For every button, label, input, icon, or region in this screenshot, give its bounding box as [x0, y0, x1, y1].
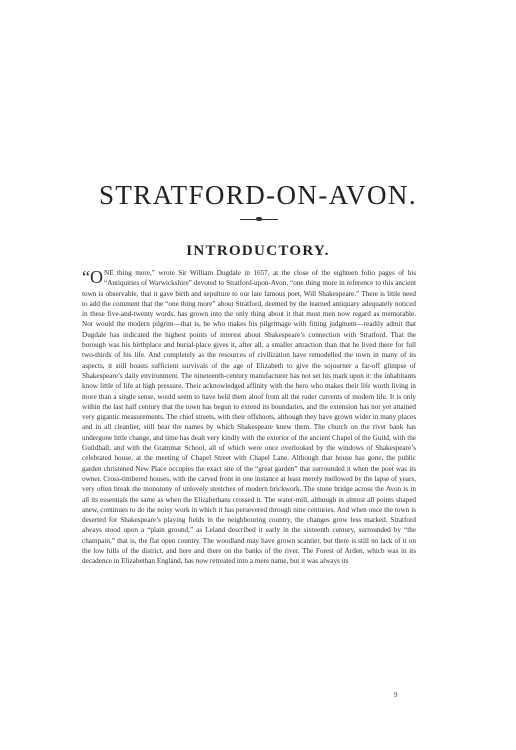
section-heading: INTRODUCTORY.: [186, 243, 330, 259]
page-title: STRATFORD-ON-AVON.: [99, 180, 417, 210]
drop-cap: “O: [82, 267, 103, 287]
title-ornament: [240, 217, 278, 221]
body-paragraph: [82, 268, 416, 567]
ornament-dot: [256, 217, 262, 221]
page-number: 9: [394, 691, 398, 699]
body-text: NE thing more,” wrote Sir William Dugdale in 1657, at the close of the eighteen folio pages of his “Antiquities of Warwickshire” devoted to Stratford-upon-Avon, “one thing more in reference to this ancient town is observable, that it gave birth and sepulture to our late famous poet, Will Shakespeare.” There is little need to add the comment that the “one thing more” about Stratford, deemed by the learned antiquary adequately noticed in these five-and-twenty words, has grown into the only thing about it that most men now regard as memorable. Nor would the modern pilgrim—that is, he who makes his pilgrimage with fitting judgment—readily admit that Dugdale has indicated the highest points of interest about Shakespeare’s connection with Stratford. That the borough was his birthplace and burial-place gives it, after all, a smaller attraction than that he lived there for full two-thirds of his life. And completely as the resources of civilization have remodelled the town in many of its aspects, it still boasts sufficient survivals of the age of Elizabeth to give the sojourner a far-off glimpse of Shakespeare’s daily environment. The nineteenth-century manufacturer has not set his mark upon it: the inhabitants know little of life at high pressure. Their acknowledged affinity with the hero who makes their life worth living in more than a single sense, would seem to have held them aloof from all the ruder currents of modern life. It is only within the last half century that the town has begun to extend its boundaries, and the extension has not yet attained very gigantic measurements. The chief streets, with their offshoots, although they have grown wider in many places and in all cleanlier, still bear the names by which Shakespeare knew them. The church on the river bank has undergone little change, and time has dealt very kindly with the exterior of the ancient Chapel of the Guild, with the Guildhall, and with the Grammar School, all of which were once overlooked by the windows of Shakespeare’s celebrated house, at the meeting of Chapel Street with Chapel Lane. Although that house has gone, the public garden christened New Place occupies the exact site of the “great garden” that surrounded it when the poet was its owner. Cross-timbered houses, with the carved front in one instance at least merely mellowed by the lapse of years, very often break the monotony of unlovely stretches of modern brickwork. The stone bridge across the Avon is in all its essentials the same as when the Elizabethans crossed it. The water-mill, although in almost all points shaped anew, continues to do the noisy work in which it has persevered through nine centuries. And when once the town is deserted for Shakespeare’s playing fields in the neighbouring country, the changes grow less marked. Stratford always stood upon a “plain ground,” as Leland described it early in the sixteenth century, surrounded by “the champain,” that is, the flat open country. The woodland may have grown scantier, but there is still no lack of it on the low hills of the district, and here and there on the banks of the river. The Forest of Arden, which was in its decadence in Elizabethan England, has now retreated into a mere name, but it was always its: [82, 269, 416, 566]
